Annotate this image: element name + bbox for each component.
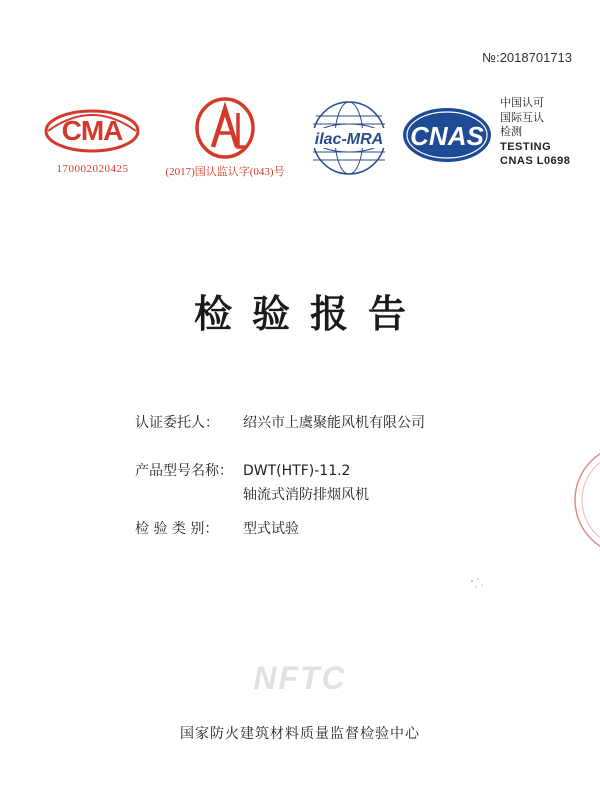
client-field (135, 412, 425, 432)
client-value: 绍兴市上虞聚能风机有限公司 (243, 415, 425, 431)
product-label: 产品型号名称： (135, 463, 233, 479)
cnas-line-cn3: 检测 (500, 125, 522, 138)
cnas-logo (400, 105, 495, 165)
svg-text:CMA: CMA (61, 115, 123, 146)
nftc-watermark-logo: NFTC (253, 660, 347, 696)
scan-specks (468, 575, 488, 595)
report-number: №:2018701713 (482, 50, 572, 65)
ilac-mra-logo (306, 98, 392, 178)
cnas-line-cn2: 国际互认 (500, 110, 544, 124)
seal-stamp-fragment (560, 440, 600, 560)
cnas-accreditation-text (500, 96, 570, 169)
cnas-line-cn1: 中国认可 (500, 96, 544, 109)
cma-number: 170002020425 (56, 163, 129, 175)
product-field (135, 460, 369, 504)
ilac-globe-icon (306, 98, 392, 178)
cnas-line-testing: TESTING (500, 140, 552, 153)
document-title: 检验报告 (193, 292, 426, 336)
cal-number: (2017)国认监认字(043)号 (165, 166, 285, 178)
cnas-mark-icon (400, 105, 495, 165)
test-type-field (135, 518, 299, 538)
svg-text:ilac-MRA: ilac-MRA (314, 131, 384, 148)
test-type-label: 检 验 类 别： (135, 521, 219, 537)
cal-mark-icon (165, 95, 285, 160)
cma-mark-icon (40, 103, 145, 159)
testing-center-name: 国家防火建筑材料质量监督检验中心 (180, 726, 420, 742)
svg-text:CNAS: CNAS (410, 121, 484, 151)
cnas-line-number: CNAS L0698 (500, 155, 571, 167)
client-label: 认证委托人： (135, 415, 219, 431)
test-type-value: 型式试验 (243, 521, 299, 537)
cma-logo (40, 103, 145, 178)
product-model: DWT(HTF)-11.2 (243, 463, 351, 479)
cal-logo (165, 95, 285, 180)
product-name: 轴流式消防排烟风机 (243, 487, 369, 503)
